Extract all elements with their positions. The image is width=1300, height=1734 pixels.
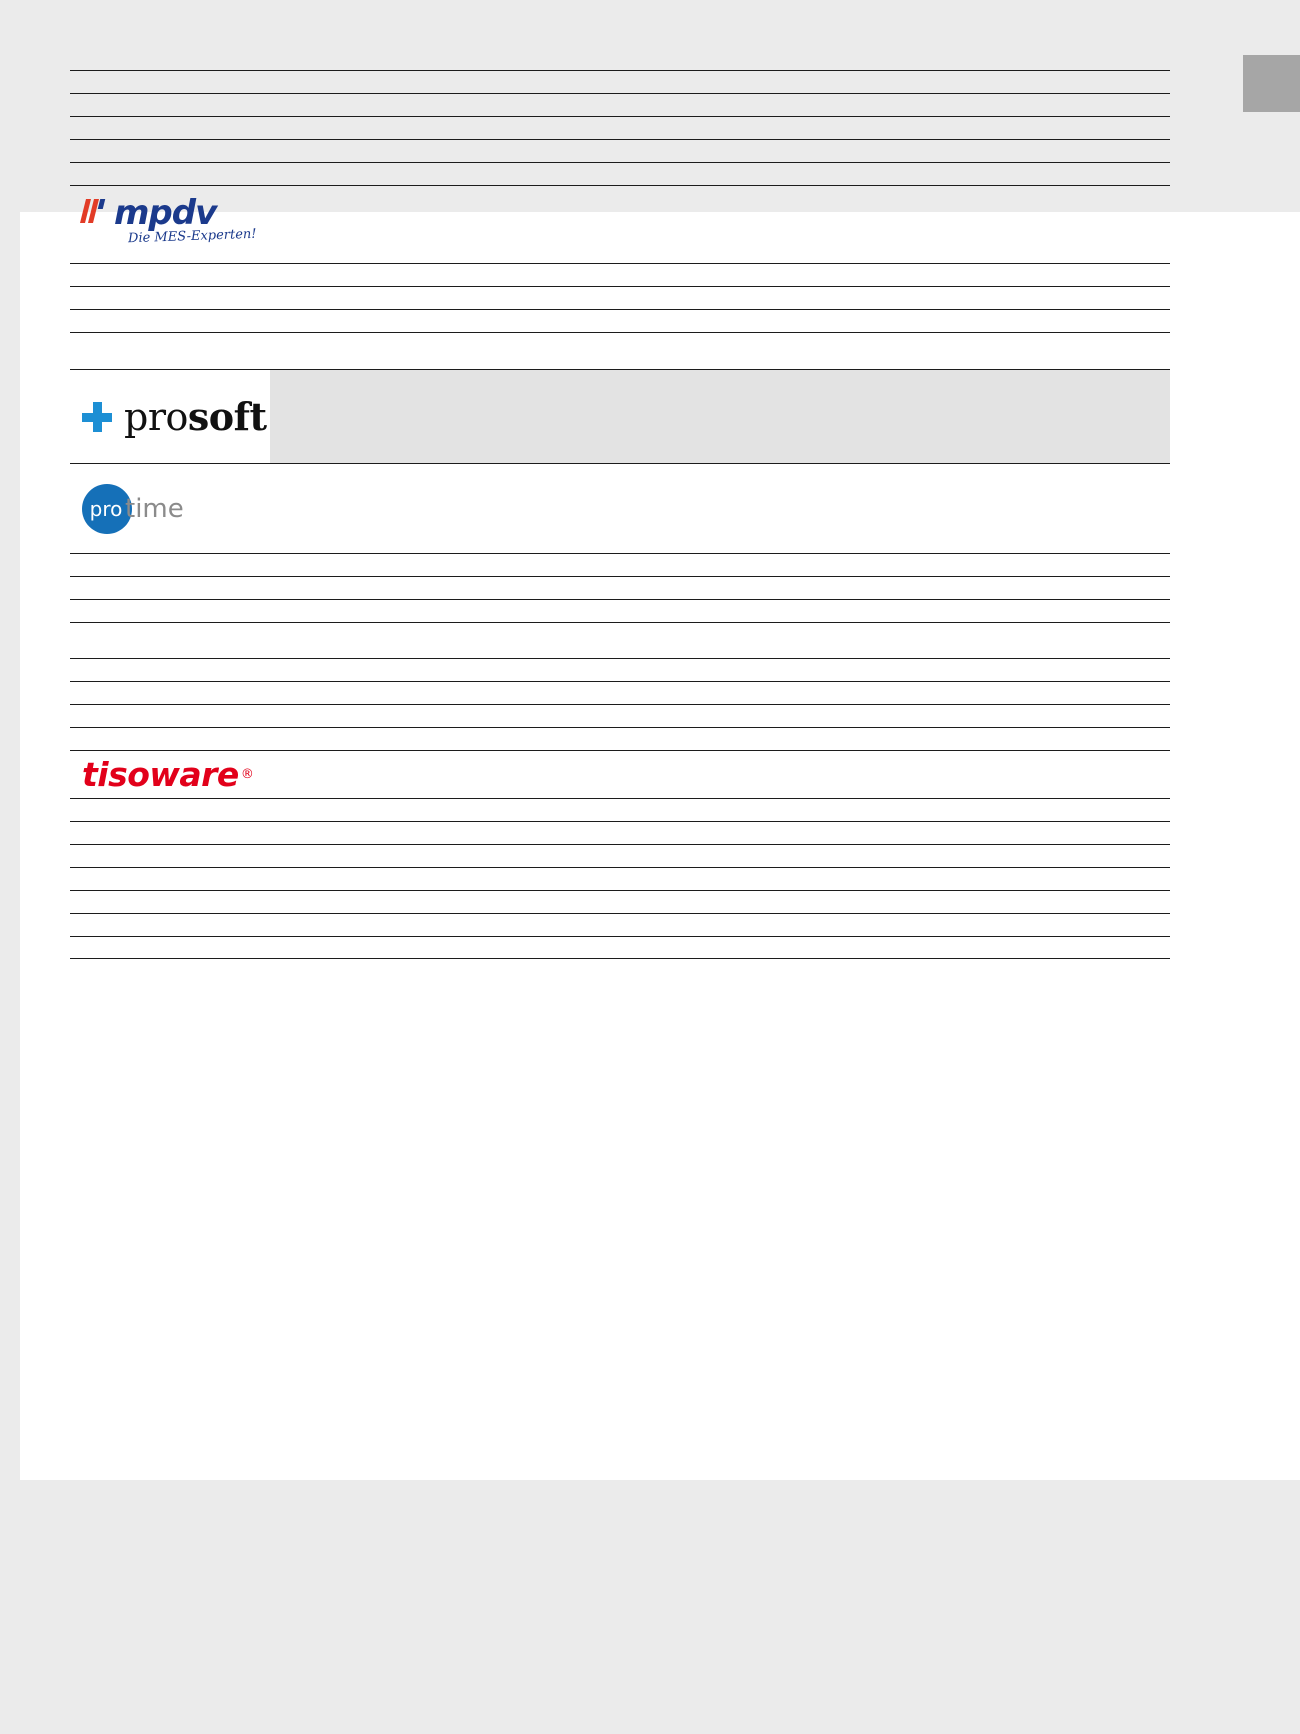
table-cell-logo	[70, 310, 270, 332]
comparison-table	[70, 70, 1170, 959]
table-row	[70, 309, 1170, 332]
table-row	[70, 553, 1170, 576]
plus-icon	[82, 402, 112, 432]
table-cell-logo	[70, 140, 270, 162]
table-row	[70, 263, 1170, 286]
table-cell-content	[270, 682, 1170, 704]
table-cell-logo	[70, 71, 270, 93]
table-cell-content	[270, 71, 1170, 93]
table-cell-content	[270, 94, 1170, 116]
table-cell-logo	[70, 163, 270, 185]
table-cell-content	[270, 705, 1170, 727]
table-row	[70, 704, 1170, 727]
mpdv-wordmark: mpdv	[114, 192, 217, 233]
table-row	[70, 821, 1170, 844]
prosoft-wordmark	[124, 394, 267, 439]
table-cell-logo	[70, 600, 270, 622]
table-cell-content	[270, 287, 1170, 309]
tisoware-registered-mark: ®	[240, 767, 254, 782]
prosoft-word-bold: soft	[187, 394, 267, 439]
corner-tab-marker	[1243, 55, 1300, 112]
table-row	[70, 658, 1170, 681]
table-cell-content	[270, 117, 1170, 139]
table-cell-content	[270, 891, 1170, 913]
table-cell-content	[270, 799, 1170, 821]
table-cell-logo	[70, 659, 270, 681]
table-row	[70, 93, 1170, 116]
table-cell-content	[270, 659, 1170, 681]
protime-logo	[82, 483, 184, 535]
table-cell-logo	[70, 845, 270, 867]
table-cell-logo	[70, 705, 270, 727]
table-cell-content	[270, 600, 1170, 622]
tisoware-logo	[82, 754, 254, 796]
table-row	[70, 162, 1170, 185]
table-cell-logo	[70, 464, 270, 553]
mpdv-mark-icon	[82, 198, 112, 224]
table-row	[70, 890, 1170, 913]
table-cell-logo	[70, 914, 270, 936]
table-row	[70, 139, 1170, 162]
table-cell-logo	[70, 333, 270, 369]
table-row	[70, 798, 1170, 821]
table-cell-logo	[70, 94, 270, 116]
table-cell-content	[270, 264, 1170, 286]
table-cell-logo	[70, 370, 270, 463]
table-row	[70, 369, 1170, 463]
table-cell-logo	[70, 937, 270, 958]
table-cell-logo	[70, 799, 270, 821]
table-cell-logo	[70, 623, 270, 658]
table-row	[70, 576, 1170, 599]
table-cell-logo	[70, 264, 270, 286]
table-row	[70, 116, 1170, 139]
table-row	[70, 599, 1170, 622]
table-cell-content	[270, 140, 1170, 162]
table-cell-logo	[70, 822, 270, 844]
table-row	[70, 913, 1170, 936]
table-cell-logo	[70, 117, 270, 139]
table-cell-content	[270, 868, 1170, 890]
table-cell-content	[270, 623, 1170, 658]
table-cell-content	[270, 577, 1170, 599]
table-cell-content	[270, 937, 1170, 958]
table-row	[70, 70, 1170, 93]
table-cell-logo	[70, 577, 270, 599]
table-row	[70, 622, 1170, 658]
table-cell-content	[270, 728, 1170, 750]
table-cell-content	[270, 914, 1170, 936]
table-row	[70, 286, 1170, 309]
table-row	[70, 727, 1170, 750]
table-row	[70, 463, 1170, 553]
table-cell-content	[270, 751, 1170, 798]
table-cell-content	[270, 822, 1170, 844]
table-cell-logo	[70, 868, 270, 890]
table-row	[70, 185, 1170, 263]
prosoft-logo	[82, 387, 267, 447]
table-cell-content	[270, 554, 1170, 576]
tisoware-wordmark: tisoware	[82, 755, 239, 794]
table-row	[70, 936, 1170, 959]
table-cell-content	[270, 186, 1170, 263]
table-cell-logo	[70, 287, 270, 309]
table-cell-content	[270, 370, 1170, 463]
table-cell-logo	[70, 728, 270, 750]
table-cell-content	[270, 845, 1170, 867]
table-row	[70, 681, 1170, 704]
table-cell-content	[270, 310, 1170, 332]
table-cell-logo	[70, 554, 270, 576]
mpdv-slogan: Die MES-Experten!	[127, 226, 257, 246]
table-cell-content	[270, 464, 1170, 553]
table-cell-content	[270, 163, 1170, 185]
table-cell-logo	[70, 186, 270, 263]
prosoft-word-light: pro	[124, 395, 188, 439]
sheet-right-strip	[1260, 212, 1300, 1480]
table-cell-content	[270, 333, 1170, 369]
table-cell-logo	[70, 682, 270, 704]
table-cell-logo	[70, 751, 270, 798]
table-cell-logo	[70, 891, 270, 913]
table-row	[70, 332, 1170, 369]
table-row	[70, 867, 1170, 890]
mpdv-logo	[82, 192, 270, 254]
protime-wordmark-tail: time	[125, 493, 184, 524]
table-row	[70, 844, 1170, 867]
table-row	[70, 750, 1170, 798]
protime-circle-mark: pro	[82, 484, 132, 534]
